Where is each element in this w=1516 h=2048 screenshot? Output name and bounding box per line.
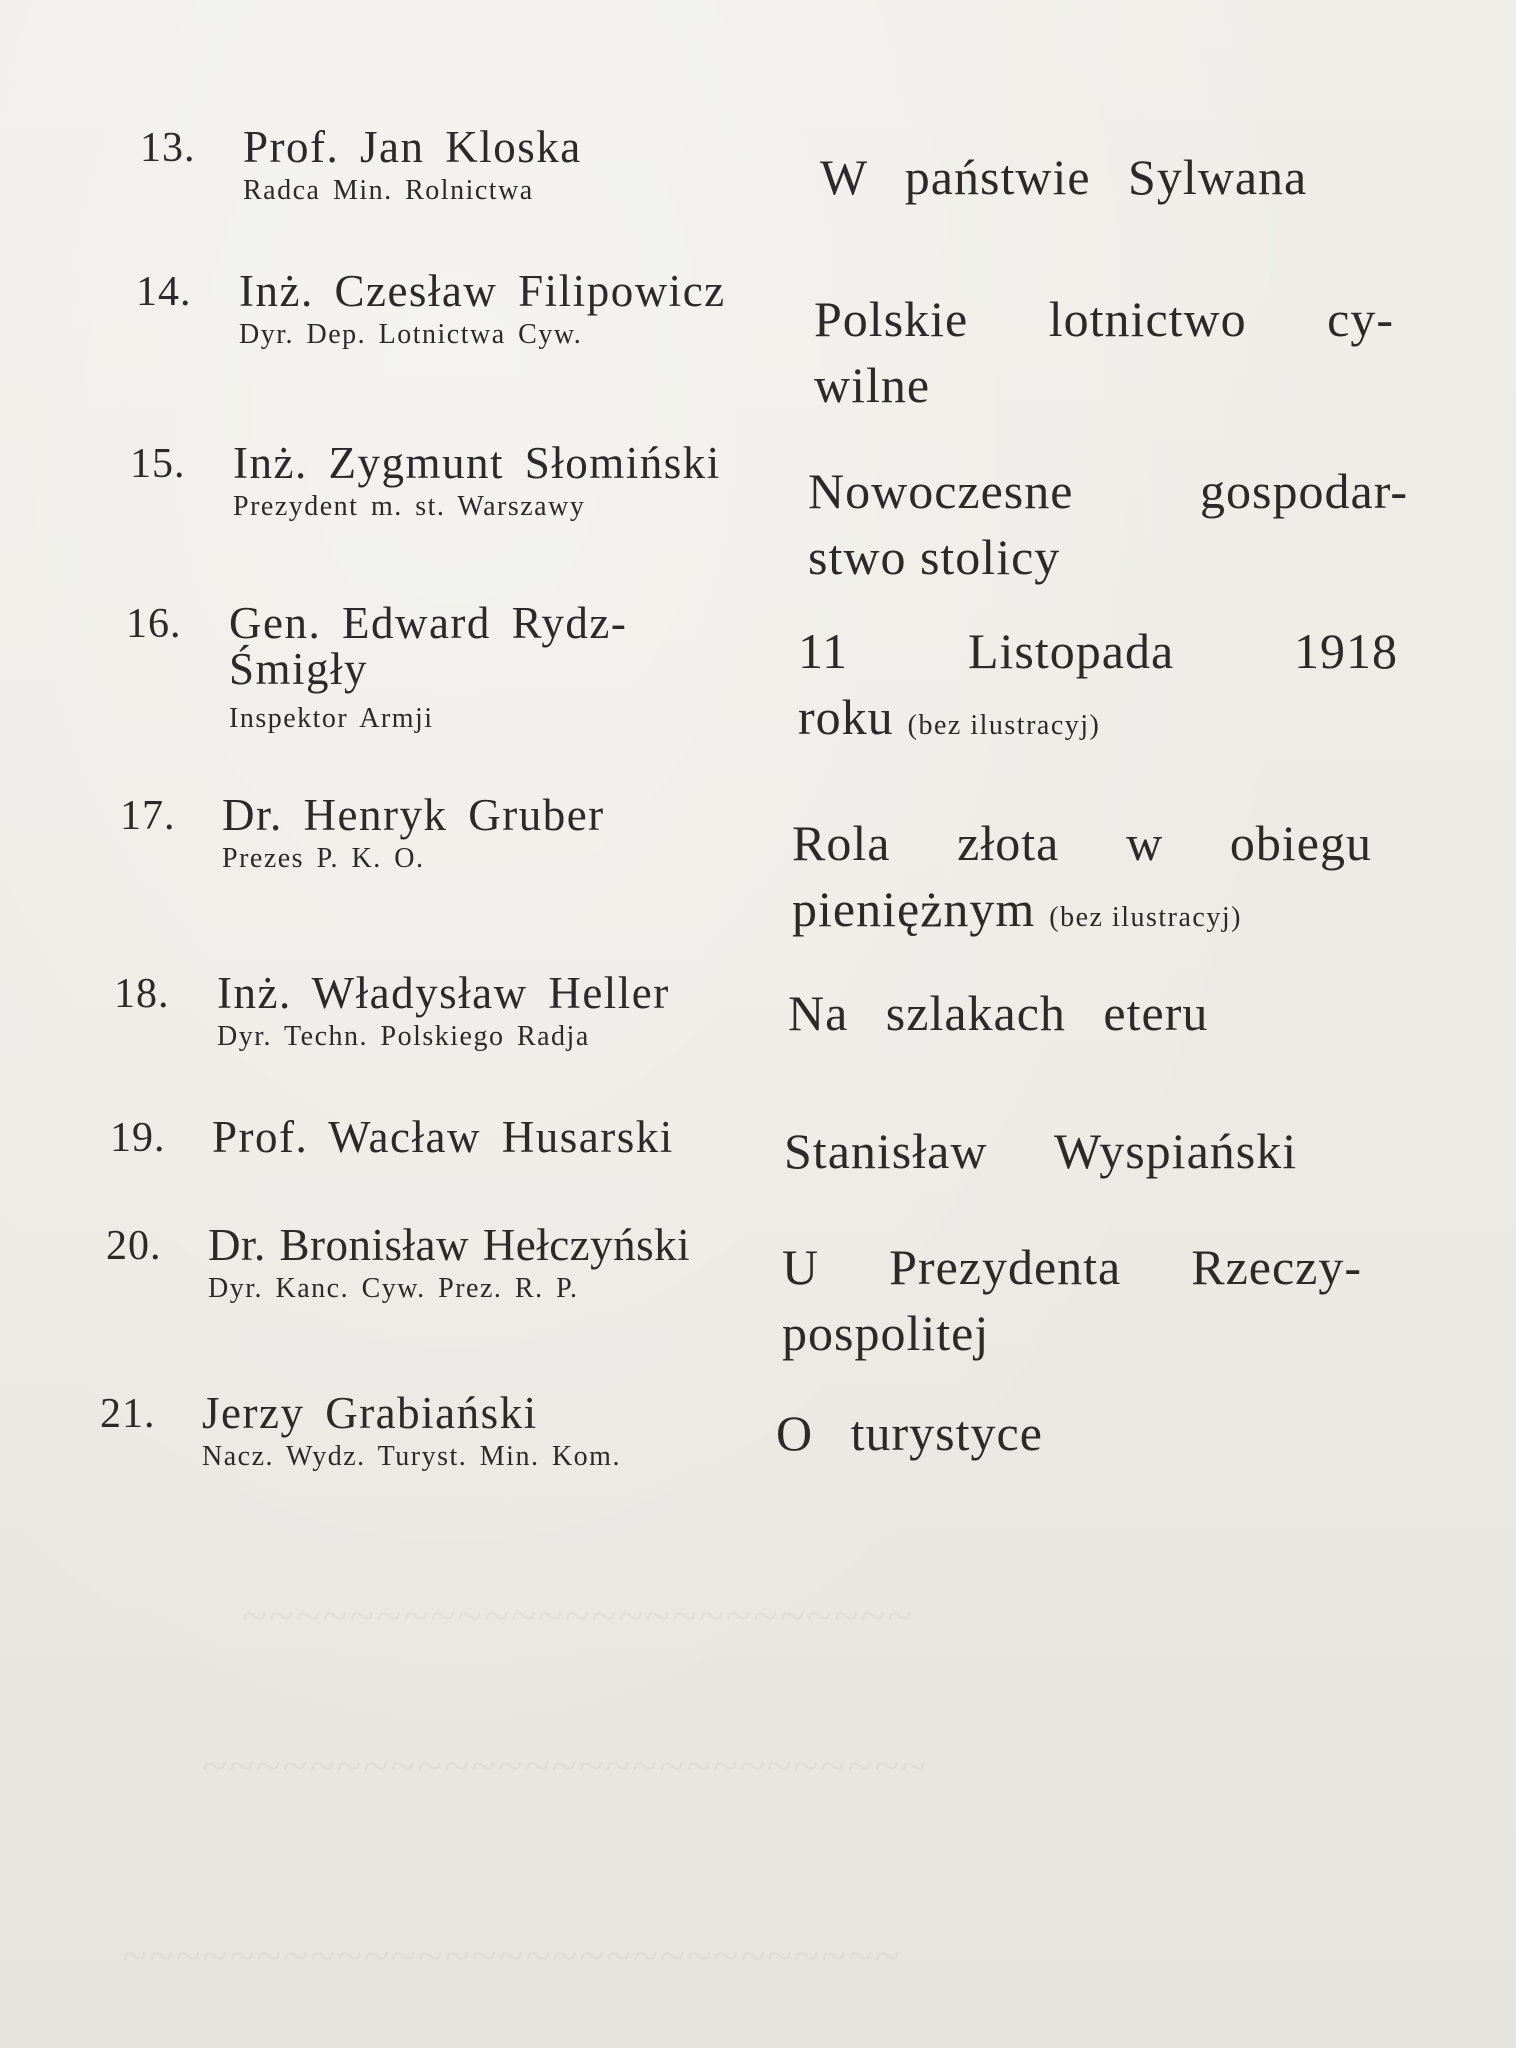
title-line: roku — [798, 689, 894, 745]
title-line: pospolitej — [782, 1305, 990, 1361]
entry-number: 21. — [100, 1391, 156, 1437]
author-block — [202, 1390, 722, 1474]
title-line: 11 Listopada 1918 — [798, 623, 1398, 679]
author-role: Dyr. Techn. Polskiego Radja — [217, 1021, 590, 1052]
author-block — [212, 1114, 732, 1160]
list-entry-15 — [130, 440, 1470, 590]
entry-number: 15. — [130, 441, 186, 487]
title-line: Nowoczesne gospodar- — [808, 463, 1408, 519]
author-name: Dr. Bronisław Hełczyński — [208, 1220, 691, 1270]
author-name: Inż. Zygmunt Słomiński — [233, 438, 721, 488]
author-name: Dr. Henryk Gruber — [222, 790, 605, 840]
author-role: Prezes P. K. O. — [222, 843, 425, 874]
lecture-title — [784, 1118, 1424, 1184]
list-entry-14 — [136, 268, 1476, 418]
title-line: Na szlakach eteru — [788, 985, 1209, 1041]
list-entry-21 — [100, 1390, 1440, 1540]
lecture-title — [798, 618, 1398, 759]
author-block — [208, 1222, 728, 1306]
author-block — [229, 600, 689, 736]
title-note: (bez ilustracyj) — [1049, 902, 1242, 933]
lecture-title — [788, 980, 1408, 1046]
title-line: stwo stolicy — [808, 529, 1061, 585]
author-name: Prof. Jan Kloska — [243, 122, 582, 172]
list-entry-18 — [114, 970, 1454, 1120]
title-line: U Prezydenta Rzeczy- — [782, 1239, 1362, 1295]
show-through-texture: ~~~~~~~~~~~~~~~~~~~~~~~~~~~~~ — [120, 1931, 900, 1982]
lecture-title — [776, 1400, 1376, 1466]
title-line: Polskie lotnictwo cy- — [814, 291, 1394, 347]
author-role: Prezydent m. st. Warszawy — [233, 491, 586, 522]
author-name: Gen. Edward Rydz- Śmigły — [229, 598, 628, 694]
author-name: Inż. Władysław Heller — [217, 968, 670, 1018]
author-block — [233, 440, 753, 524]
title-line: Rola złota w obiegu — [792, 815, 1372, 871]
author-role: Radca Min. Rolnictwa — [243, 175, 534, 206]
author-block — [222, 792, 742, 876]
list-entry-17 — [120, 792, 1460, 942]
lecture-title — [782, 1234, 1362, 1366]
entry-number: 13. — [140, 125, 196, 171]
entry-number: 20. — [106, 1223, 162, 1269]
title-line: pieniężnym — [792, 881, 1036, 937]
author-role: Dyr. Dep. Lotnictwa Cyw. — [239, 319, 583, 350]
title-line-with-note — [792, 876, 1372, 951]
entry-number: 18. — [114, 971, 170, 1017]
entry-number: 14. — [136, 269, 192, 315]
lecture-title — [814, 286, 1394, 418]
entry-number: 17. — [120, 793, 176, 839]
author-block — [239, 268, 759, 352]
list-entry-20 — [106, 1222, 1446, 1372]
lecture-title — [808, 458, 1408, 590]
show-through-texture: ~~~~~~~~~~~~~~~~~~~~~~~~~~~ — [200, 1741, 926, 1792]
author-role: Dyr. Kanc. Cyw. Prez. R. P. — [208, 1273, 579, 1304]
author-role: Inspektor Armji — [229, 703, 434, 734]
title-line: O turystyce — [776, 1405, 1043, 1461]
title-line: W państwie Sylwana — [820, 149, 1308, 205]
lecture-title — [820, 144, 1516, 210]
lecture-title — [792, 810, 1372, 951]
title-line: Stanisław Wyspiański — [784, 1123, 1298, 1179]
title-line-with-note — [798, 684, 1398, 759]
author-name: Jerzy Grabiański — [202, 1388, 538, 1438]
author-block — [243, 124, 763, 208]
show-through-texture: ~~~~~~~~~~~~~~~~~~~~~~~~~ — [240, 1591, 913, 1642]
title-line: wilne — [814, 357, 931, 413]
author-name: Prof. Wacław Husarski — [212, 1112, 674, 1162]
entry-number: 19. — [110, 1115, 166, 1161]
entry-number: 16. — [126, 601, 182, 647]
author-name: Inż. Czesław Filipowicz — [239, 266, 726, 316]
author-role: Nacz. Wydz. Turyst. Min. Kom. — [202, 1441, 621, 1472]
list-entry-13 — [140, 124, 1480, 274]
author-block — [217, 970, 737, 1054]
list-entry-16 — [126, 600, 1466, 750]
title-note: (bez ilustracyj) — [907, 710, 1101, 741]
